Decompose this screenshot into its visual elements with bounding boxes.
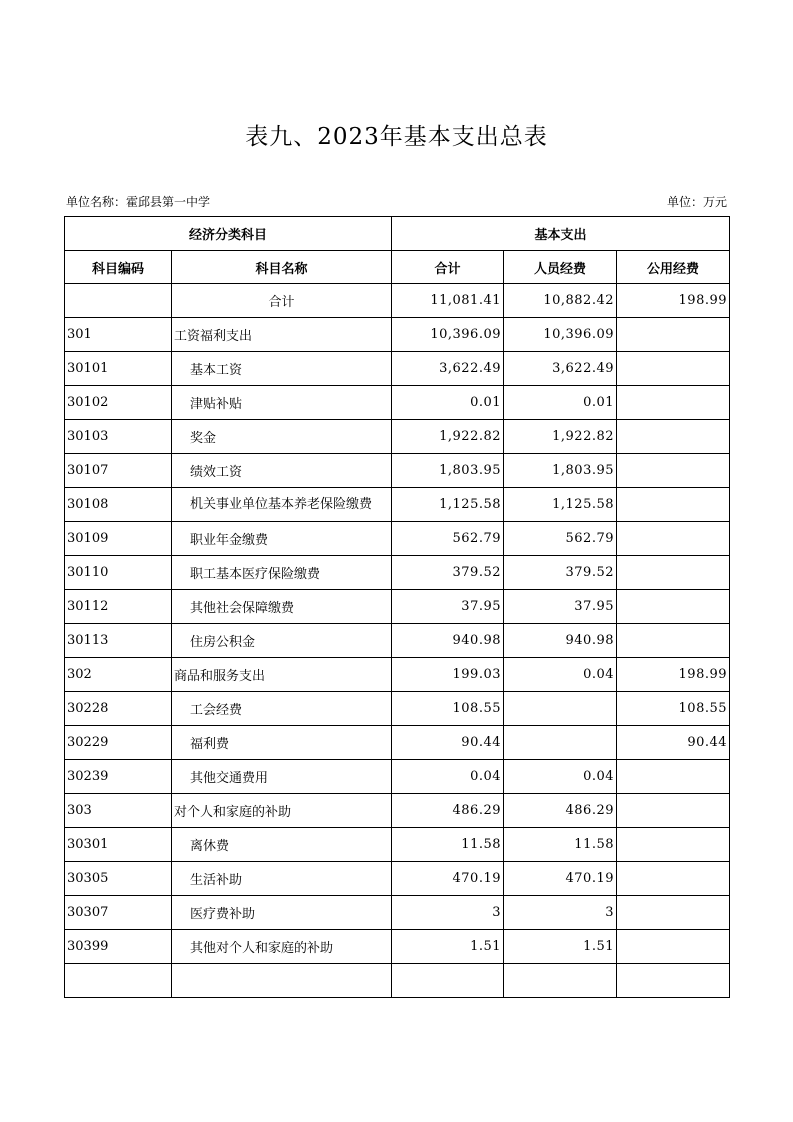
row-total: 562.79: [392, 522, 504, 556]
row-code: 30113: [65, 624, 172, 658]
table-row: [65, 556, 730, 590]
row-total: 11.58: [392, 828, 504, 862]
row-name: 医疗费补助: [172, 896, 392, 930]
header-code: 科目编码: [65, 251, 172, 284]
header-basic-expenditure: 基本支出: [392, 217, 730, 251]
row-personnel: 0.01: [504, 386, 617, 420]
row-name: 对个人和家庭的补助: [172, 794, 392, 828]
basic-expenditure-table: [64, 216, 730, 998]
row-total: 940.98: [392, 624, 504, 658]
row-public: [617, 862, 730, 896]
row-public: 198.99: [617, 658, 730, 692]
table-row: [65, 352, 730, 386]
row-total: 90.44: [392, 726, 504, 760]
row-total: 470.19: [392, 862, 504, 896]
page-title: 表九、2023年基本支出总表: [245, 124, 548, 150]
row-total: 1.51: [392, 930, 504, 964]
row-code: [65, 284, 172, 318]
row-public: [617, 386, 730, 420]
row-code: 30305: [65, 862, 172, 896]
table-row: [65, 590, 730, 624]
row-total: 0.01: [392, 386, 504, 420]
row-personnel: 486.29: [504, 794, 617, 828]
row-name: 奖金: [172, 420, 392, 454]
row-name: 绩效工资: [172, 454, 392, 488]
row-name: 其他交通费用: [172, 760, 392, 794]
row-code: 30107: [65, 454, 172, 488]
row-name: [172, 964, 392, 998]
row-personnel: [504, 726, 617, 760]
row-personnel: 3: [504, 896, 617, 930]
row-total: 37.95: [392, 590, 504, 624]
row-name: 商品和服务支出: [172, 658, 392, 692]
table-row: [65, 454, 730, 488]
table-row: [65, 624, 730, 658]
row-name: 职工基本医疗保险缴费: [172, 556, 392, 590]
row-total: 3: [392, 896, 504, 930]
row-public: [617, 590, 730, 624]
row-code: 30103: [65, 420, 172, 454]
row-total: 1,803.95: [392, 454, 504, 488]
header-name: 科目名称: [172, 251, 392, 284]
table-row: [65, 284, 730, 318]
table-body: [65, 284, 730, 998]
header-public: 公用经费: [617, 251, 730, 284]
row-code: 30112: [65, 590, 172, 624]
row-name: 离休费: [172, 828, 392, 862]
row-total: 379.52: [392, 556, 504, 590]
table-row: [65, 318, 730, 352]
row-code: 30102: [65, 386, 172, 420]
row-personnel: 0.04: [504, 760, 617, 794]
row-name: 工资福利支出: [172, 318, 392, 352]
row-public: [617, 760, 730, 794]
row-total: 486.29: [392, 794, 504, 828]
row-code: 302: [65, 658, 172, 692]
row-public: [617, 420, 730, 454]
table-row: [65, 828, 730, 862]
row-name: 工会经费: [172, 692, 392, 726]
row-name: 合计: [172, 284, 392, 318]
row-code: 30239: [65, 760, 172, 794]
row-code: 303: [65, 794, 172, 828]
row-name: 生活补助: [172, 862, 392, 896]
row-name: 基本工资: [172, 352, 392, 386]
row-public: [617, 352, 730, 386]
row-public: [617, 896, 730, 930]
table-row: [65, 658, 730, 692]
table-row: [65, 930, 730, 964]
row-personnel: 1.51: [504, 930, 617, 964]
row-public: [617, 488, 730, 522]
row-name: 住房公积金: [172, 624, 392, 658]
row-code: 30110: [65, 556, 172, 590]
row-name: 福利费: [172, 726, 392, 760]
row-name: 津贴补贴: [172, 386, 392, 420]
row-code: 30301: [65, 828, 172, 862]
row-public: 198.99: [617, 284, 730, 318]
row-personnel: 1,803.95: [504, 454, 617, 488]
header-personnel: 人员经费: [504, 251, 617, 284]
row-public: [617, 930, 730, 964]
table-row: [65, 964, 730, 998]
row-total: [392, 964, 504, 998]
row-total: 10,396.09: [392, 318, 504, 352]
row-personnel: 10,396.09: [504, 318, 617, 352]
table-row: [65, 522, 730, 556]
row-total: 199.03: [392, 658, 504, 692]
row-code: 30307: [65, 896, 172, 930]
row-public: [617, 522, 730, 556]
table-row: [65, 896, 730, 930]
row-personnel: 562.79: [504, 522, 617, 556]
row-name: 职业年金缴费: [172, 522, 392, 556]
table-row: [65, 726, 730, 760]
table-row: [65, 794, 730, 828]
table-row: [65, 862, 730, 896]
row-public: 90.44: [617, 726, 730, 760]
row-personnel: 3,622.49: [504, 352, 617, 386]
row-name: 其他对个人和家庭的补助: [172, 930, 392, 964]
row-personnel: 10,882.42: [504, 284, 617, 318]
row-total: 1,125.58: [392, 488, 504, 522]
row-code: 30108: [65, 488, 172, 522]
row-personnel: [504, 964, 617, 998]
row-personnel: 1,125.58: [504, 488, 617, 522]
row-public: [617, 828, 730, 862]
row-total: 0.04: [392, 760, 504, 794]
row-public: [617, 794, 730, 828]
row-name: 机关事业单位基本养老保险缴费: [172, 488, 392, 522]
row-code: [65, 964, 172, 998]
row-personnel: 379.52: [504, 556, 617, 590]
row-personnel: 1,922.82: [504, 420, 617, 454]
table-row: [65, 386, 730, 420]
row-code: 30229: [65, 726, 172, 760]
row-total: 108.55: [392, 692, 504, 726]
row-personnel: 940.98: [504, 624, 617, 658]
row-personnel: 470.19: [504, 862, 617, 896]
row-total: 11,081.41: [392, 284, 504, 318]
row-code: 30228: [65, 692, 172, 726]
table-row: [65, 692, 730, 726]
unit-label: 单位：万元: [666, 195, 727, 209]
row-public: 108.55: [617, 692, 730, 726]
row-code: 30399: [65, 930, 172, 964]
row-code: 301: [65, 318, 172, 352]
row-total: 1,922.82: [392, 420, 504, 454]
row-code: 30101: [65, 352, 172, 386]
table-row: [65, 760, 730, 794]
row-code: 30109: [65, 522, 172, 556]
row-public: [617, 964, 730, 998]
row-public: [617, 454, 730, 488]
header-economic-classification: 经济分类科目: [65, 217, 392, 251]
row-public: [617, 556, 730, 590]
unit-name: 单位名称：霍邱县第一中学: [66, 195, 211, 209]
row-public: [617, 318, 730, 352]
row-personnel: 0.04: [504, 658, 617, 692]
row-public: [617, 624, 730, 658]
table-row: [65, 488, 730, 522]
header-total: 合计: [392, 251, 504, 284]
row-personnel: 11.58: [504, 828, 617, 862]
row-name: 其他社会保障缴费: [172, 590, 392, 624]
table-row: [65, 420, 730, 454]
row-personnel: [504, 692, 617, 726]
row-total: 3,622.49: [392, 352, 504, 386]
row-personnel: 37.95: [504, 590, 617, 624]
